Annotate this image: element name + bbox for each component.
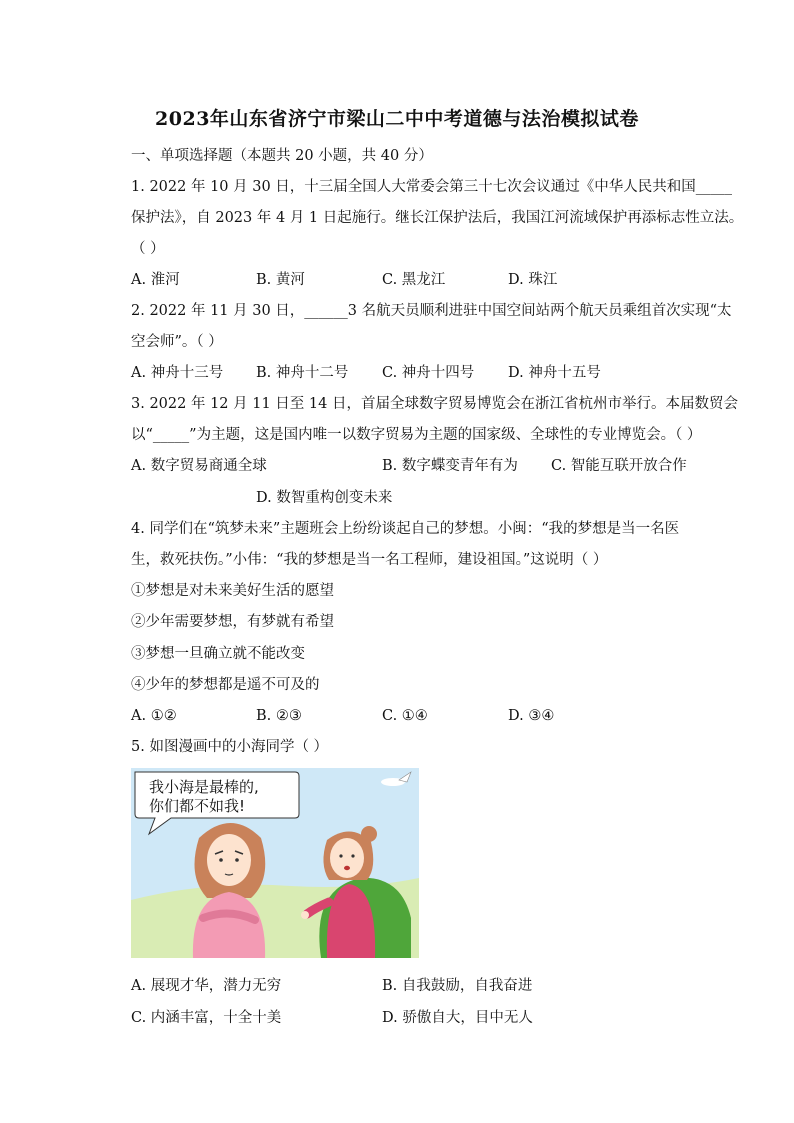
q5-option-d[interactable]: D. 骄傲自大，目中无人 [382,1010,533,1026]
q4-option-c[interactable]: C. ①④ [382,708,428,724]
q1-option-b[interactable]: B. 黄河 [256,272,305,288]
q3-line-2: 以“_____”为主题，这是国内唯一以数字贸易为主题的国家级、全球性的专业博览会。（ ） [131,427,702,443]
q4-statement-3: ③梦想一旦确立就不能改变 [131,646,305,662]
q1-line-1: 1. 2022 年 10 月 30 日，十三届全国人大常委会第三十七次会议通过《中华人民共和国_____ [131,179,733,195]
q4-option-b[interactable]: B. ②③ [256,708,302,724]
comic-illustration [131,768,419,958]
q2-option-d[interactable]: D. 神舟十五号 [508,365,601,381]
q4-statement-1: ①梦想是对未来美好生活的愿望 [131,583,334,599]
q1-option-d[interactable]: D. 珠江 [508,272,558,288]
q3-option-a[interactable]: A. 数字贸易商通全球 [131,458,267,474]
q3-option-c[interactable]: C. 智能互联开放合作 [551,458,687,474]
q1-line-2: 保护法》，自 2023 年 4 月 1 日起施行。继长江保护法后，我国江河流域保护再添标志性立法。 [131,210,744,226]
section-heading: 一、单项选择题（本题共 20 小题，共 40 分） [131,148,433,164]
q3-option-d[interactable]: D. 数智重构创变未来 [256,490,393,506]
q4-statement-2: ②少年需要梦想，有梦就有希望 [131,614,334,630]
q1-option-a[interactable]: A. 淮河 [131,272,180,288]
q4-line-2: 生，救死扶伤。”小伟：“我的梦想是当一名工程师，建设祖国。”这说明（ ） [131,552,608,568]
q2-option-b[interactable]: B. 神舟十二号 [256,365,349,381]
q2-line-2: 空会师”。（ ） [131,334,223,350]
q1-line-3: （ ） [131,241,165,257]
speech-line-1: 我小海是最棒的, [149,778,259,796]
q2-line-1: 2. 2022 年 11 月 30 日，______3 名航天员顺利进驻中国空间站两个航天员乘组首次实现“太 [131,303,732,319]
q5-option-c[interactable]: C. 内涵丰富，十全十美 [131,1010,282,1026]
q4-option-a[interactable]: A. ①② [131,708,177,724]
q2-option-c[interactable]: C. 神舟十四号 [382,365,475,381]
exam-title: 2023年山东省济宁市梁山二中中考道德与法治模拟试卷 [155,108,639,130]
q5-option-a[interactable]: A. 展现才华，潜力无穷 [131,978,282,994]
q4-option-d[interactable]: D. ③④ [508,708,555,724]
q5-line-1: 5. 如图漫画中的小海同学（ ） [131,739,329,755]
q5-option-b[interactable]: B. 自我鼓励，自我奋进 [382,978,533,994]
q4-statement-4: ④少年的梦想都是遥不可及的 [131,677,320,693]
q4-line-1: 4. 同学们在“筑梦未来”主题班会上纷纷谈起自己的梦想。小闽：“我的梦想是当一名医 [131,521,680,537]
speech-line-2: 你们都不如我! [149,797,246,815]
q3-line-1: 3. 2022 年 12 月 11 日至 14 日，首届全球数字贸易博览会在浙江省杭州市举行。本届数贸会 [131,396,738,412]
q3-option-b[interactable]: B. 数字蝶变青年有为 [382,458,518,474]
q1-option-c[interactable]: C. 黑龙江 [382,272,446,288]
q2-option-a[interactable]: A. 神舟十三号 [131,365,224,381]
